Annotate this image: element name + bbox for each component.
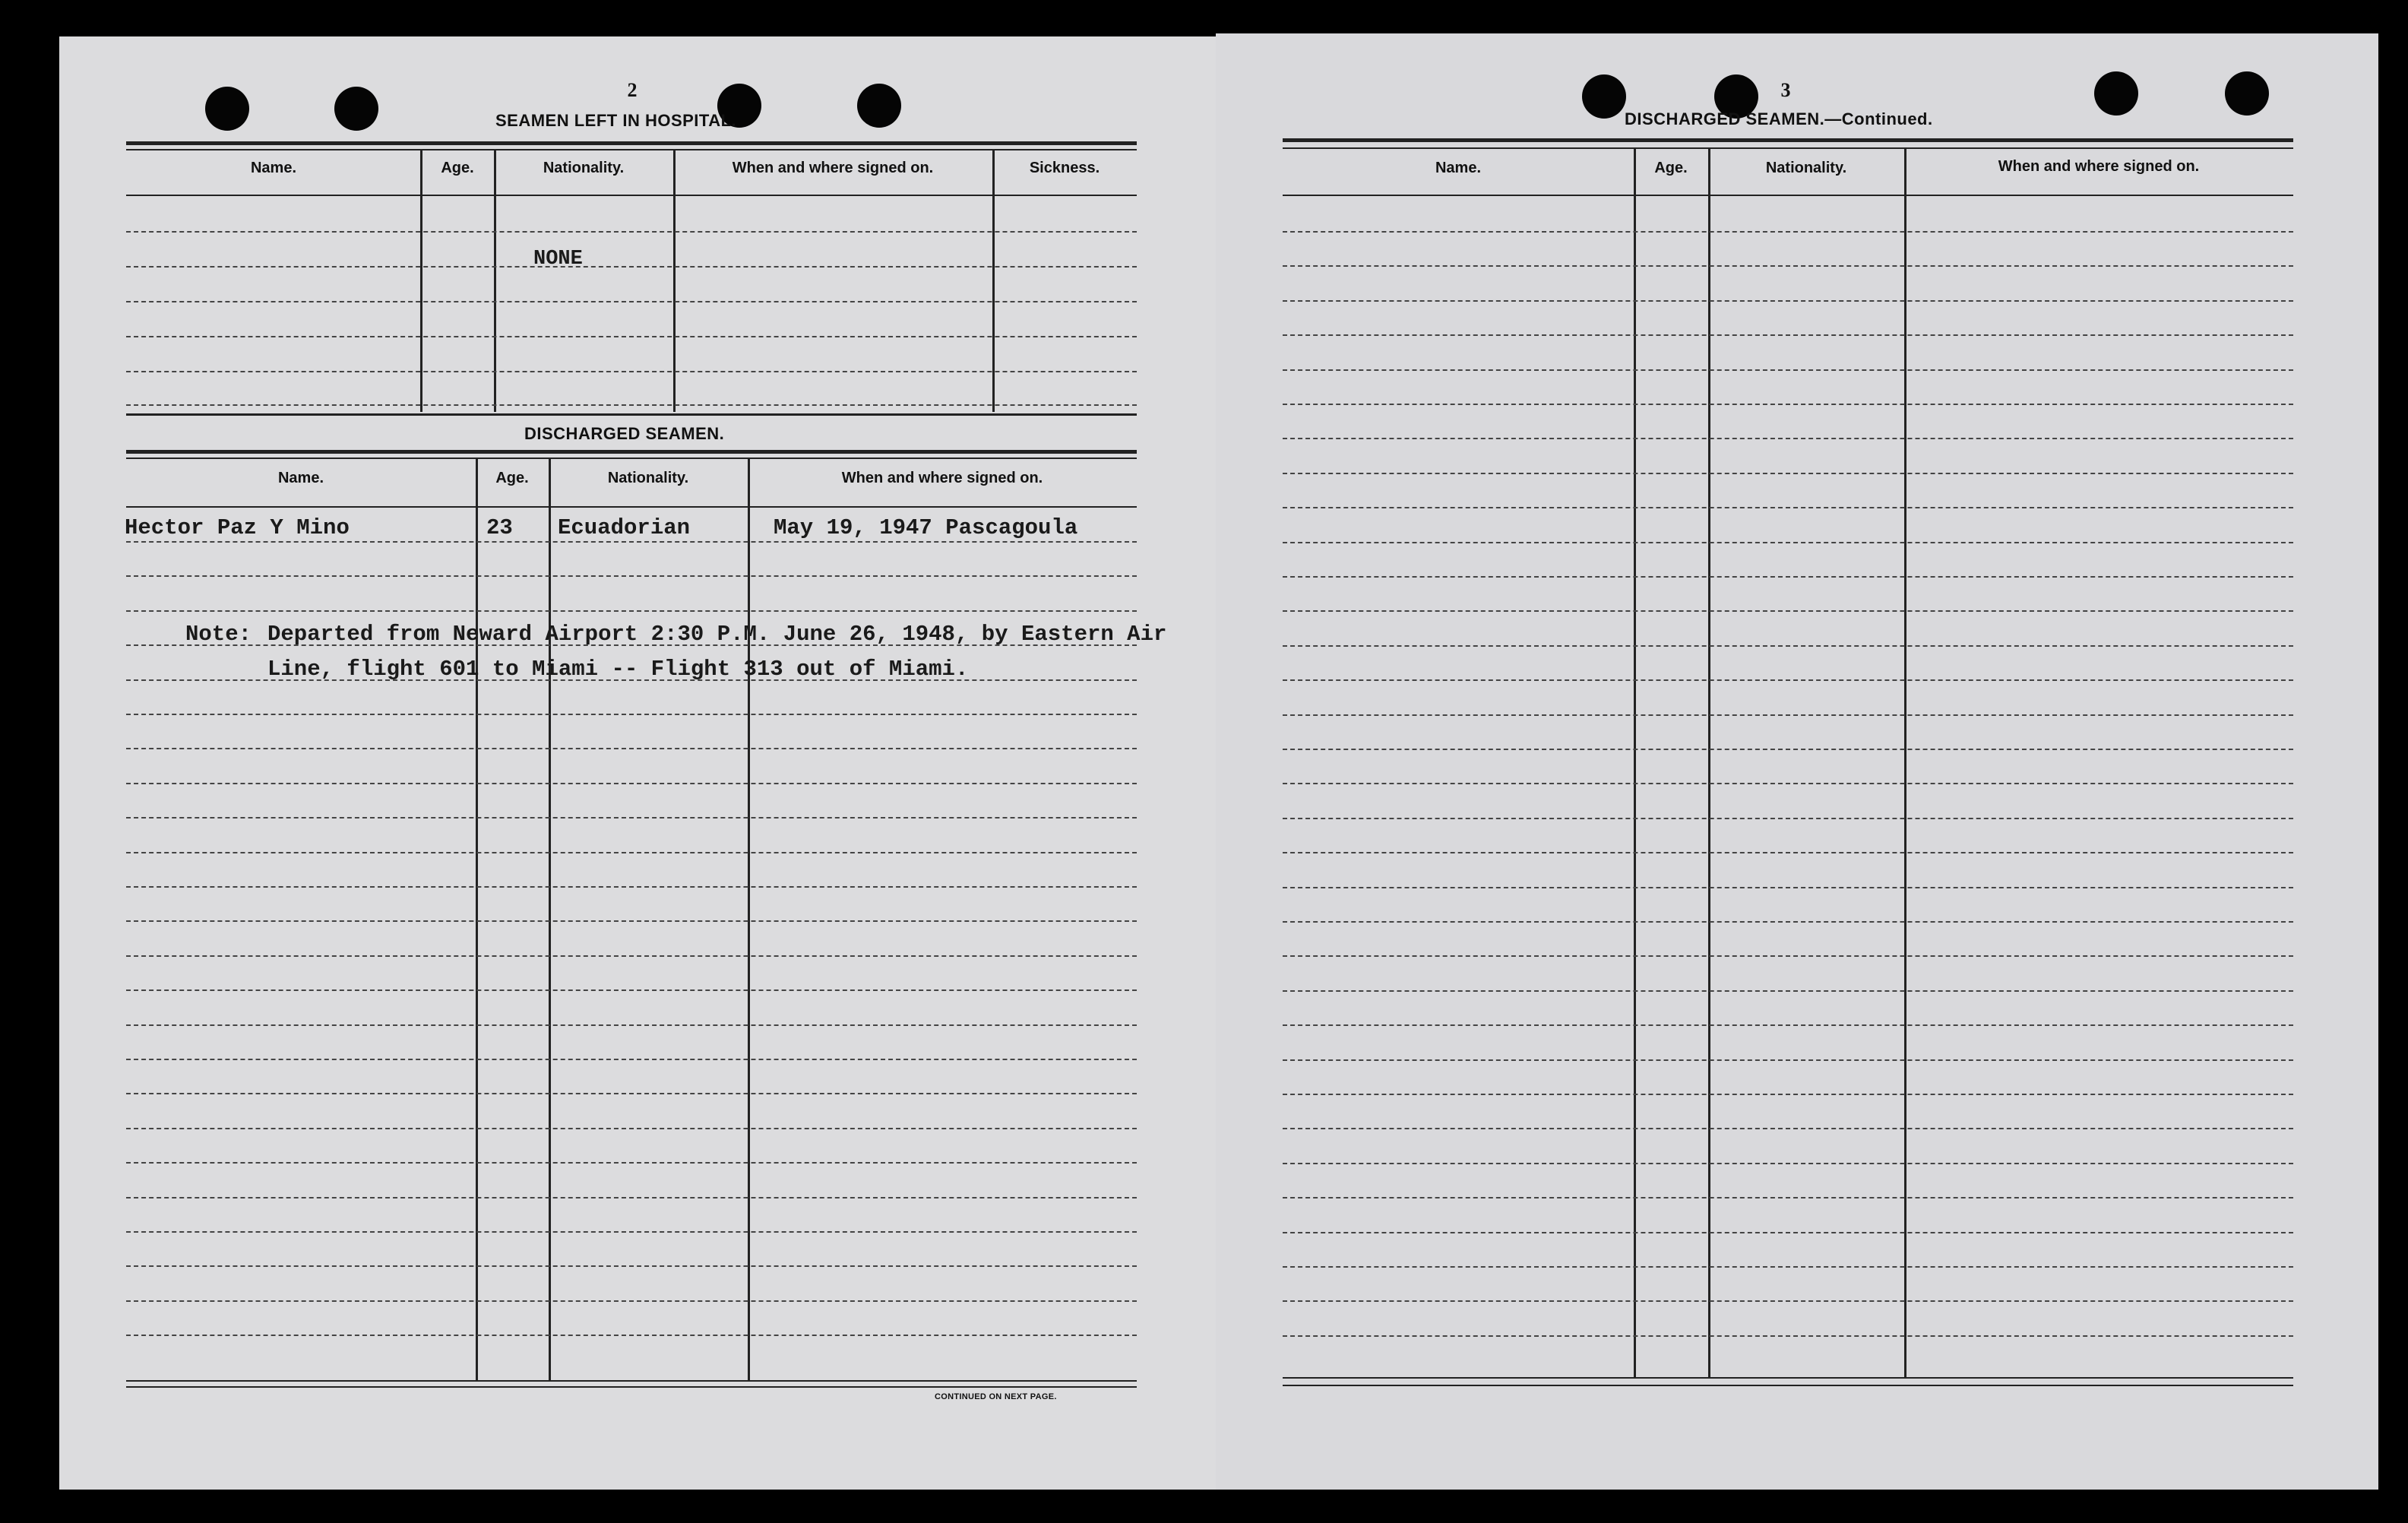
rule xyxy=(126,1380,1137,1382)
seaman-signed-on: May 19, 1947 Pascagoula xyxy=(774,515,1078,540)
rule xyxy=(126,450,1137,454)
dotted-row-line xyxy=(1283,749,2293,750)
left-page xyxy=(59,36,1216,1490)
dotted-row-line xyxy=(1283,1197,2293,1198)
dotted-row-line xyxy=(126,852,1137,853)
dotted-row-line xyxy=(1283,852,2293,853)
dotted-row-line xyxy=(1283,334,2293,336)
column-divider xyxy=(1708,147,1710,1377)
dotted-row-line xyxy=(126,1024,1137,1026)
dotted-row-line xyxy=(1283,1163,2293,1164)
dotted-row-line xyxy=(1283,955,2293,957)
punch-hole xyxy=(1582,74,1626,119)
dotted-row-line xyxy=(126,886,1137,888)
hospital-entry: NONE xyxy=(533,248,583,271)
dotted-row-line xyxy=(126,920,1137,922)
note-line-1: Departed from Neward Airport 2:30 P.M. June 26, 1948, by Eastern Air xyxy=(267,622,1167,647)
column-header-age: Age. xyxy=(1654,160,1688,176)
dotted-row-line xyxy=(126,783,1137,784)
dotted-row-line xyxy=(126,231,1137,233)
dotted-row-line xyxy=(126,336,1137,337)
dotted-row-line xyxy=(1283,1059,2293,1061)
column-header-nationality: Nationality. xyxy=(543,160,625,176)
column-header-signed-on: When and where signed on. xyxy=(841,470,1043,486)
punch-hole xyxy=(334,87,378,131)
dotted-row-line xyxy=(126,541,1137,543)
punch-hole xyxy=(2094,71,2138,116)
dotted-row-line xyxy=(126,1128,1137,1129)
rule xyxy=(126,141,1137,145)
dotted-row-line xyxy=(1283,300,2293,302)
dotted-row-line xyxy=(126,1335,1137,1336)
rule xyxy=(126,458,1137,459)
rule xyxy=(1283,147,2293,149)
dotted-row-line xyxy=(126,1059,1137,1060)
column-divider xyxy=(673,149,676,412)
punch-hole xyxy=(857,84,901,128)
dotted-row-line xyxy=(126,1093,1137,1094)
rule xyxy=(126,149,1137,150)
dotted-row-line xyxy=(126,1300,1137,1302)
dotted-row-line xyxy=(1283,1128,2293,1129)
rule xyxy=(126,1386,1137,1388)
column-header-name: Name. xyxy=(250,160,297,176)
column-divider xyxy=(476,458,478,1380)
dotted-row-line xyxy=(126,301,1137,302)
page-number: 2 xyxy=(627,79,638,101)
column-header-name: Name. xyxy=(277,470,324,486)
rule xyxy=(126,195,1137,196)
section-title-hospital: SEAMEN LEFT IN HOSPITAL. xyxy=(495,111,737,130)
rule xyxy=(126,506,1137,508)
column-header-age: Age. xyxy=(495,470,529,486)
punch-hole xyxy=(205,87,249,131)
dotted-row-line xyxy=(1283,265,2293,267)
column-divider xyxy=(1904,147,1906,1377)
seaman-age: 23 xyxy=(486,515,513,540)
dotted-row-line xyxy=(1283,542,2293,543)
note-line-2: Line, flight 601 to Miami -- Flight 313 out of Miami. xyxy=(267,657,969,682)
dotted-row-line xyxy=(126,1197,1137,1198)
dotted-row-line xyxy=(126,817,1137,818)
dotted-row-line xyxy=(1283,473,2293,474)
dotted-row-line xyxy=(1283,783,2293,784)
dotted-row-line xyxy=(1283,1335,2293,1337)
dotted-row-line xyxy=(126,575,1137,577)
dotted-row-line xyxy=(1283,645,2293,647)
seaman-nationality: Ecuadorian xyxy=(558,515,691,540)
dotted-row-line xyxy=(1283,369,2293,371)
dotted-row-line xyxy=(126,1162,1137,1164)
dotted-row-line xyxy=(1283,1300,2293,1302)
column-divider xyxy=(992,149,995,412)
dotted-row-line xyxy=(1283,231,2293,233)
dotted-row-line xyxy=(1283,1024,2293,1026)
dotted-row-line xyxy=(126,1265,1137,1267)
column-divider xyxy=(420,149,422,412)
column-divider xyxy=(549,458,551,1380)
dotted-row-line xyxy=(1283,610,2293,612)
right-page xyxy=(1216,33,2378,1490)
continued-footer: CONTINUED ON NEXT PAGE. xyxy=(935,1392,1057,1401)
dotted-row-line xyxy=(1283,887,2293,888)
dotted-row-line xyxy=(1283,1094,2293,1095)
rule xyxy=(1283,195,2293,196)
column-header-age: Age. xyxy=(441,160,474,176)
dotted-row-line xyxy=(126,748,1137,749)
section-title-discharged: DISCHARGED SEAMEN. xyxy=(524,424,725,443)
dotted-row-line xyxy=(126,266,1137,268)
dotted-row-line xyxy=(1283,818,2293,819)
dotted-row-line xyxy=(1283,714,2293,716)
dotted-row-line xyxy=(1283,990,2293,992)
rule xyxy=(1283,1377,2293,1379)
seaman-name: Hector Paz Y Mino xyxy=(125,515,350,540)
column-header-name: Name. xyxy=(1435,160,1482,176)
column-divider xyxy=(1634,147,1636,1377)
column-header-nationality: Nationality. xyxy=(607,470,689,486)
dotted-row-line xyxy=(1283,1266,2293,1268)
page-number: 3 xyxy=(1780,79,1791,101)
dotted-row-line xyxy=(1283,679,2293,681)
rule xyxy=(1283,138,2293,142)
dotted-row-line xyxy=(1283,921,2293,923)
dotted-row-line xyxy=(126,610,1137,612)
dotted-row-line xyxy=(126,714,1137,715)
rule xyxy=(1283,1385,2293,1386)
dotted-row-line xyxy=(1283,438,2293,439)
dotted-row-line xyxy=(1283,576,2293,578)
dotted-row-line xyxy=(126,371,1137,372)
dotted-row-line xyxy=(126,404,1137,406)
rule xyxy=(126,413,1137,416)
column-header-signed-on: When and where signed on. xyxy=(732,160,934,176)
dotted-row-line xyxy=(126,989,1137,991)
dotted-row-line xyxy=(1283,507,2293,508)
column-divider xyxy=(494,149,496,412)
dotted-row-line xyxy=(126,955,1137,957)
column-header-nationality: Nationality. xyxy=(1765,160,1847,176)
punch-hole xyxy=(2225,71,2269,116)
dotted-row-line xyxy=(1283,1232,2293,1233)
dotted-row-line xyxy=(126,1231,1137,1233)
column-header-signed-on: When and where signed on. xyxy=(1998,158,2200,175)
dotted-row-line xyxy=(1283,404,2293,405)
note-label: Note: xyxy=(185,622,252,647)
column-header-sickness: Sickness. xyxy=(1029,160,1100,176)
column-divider xyxy=(748,458,750,1380)
section-title-discharged-continued: DISCHARGED SEAMEN.—Continued. xyxy=(1625,109,1933,128)
